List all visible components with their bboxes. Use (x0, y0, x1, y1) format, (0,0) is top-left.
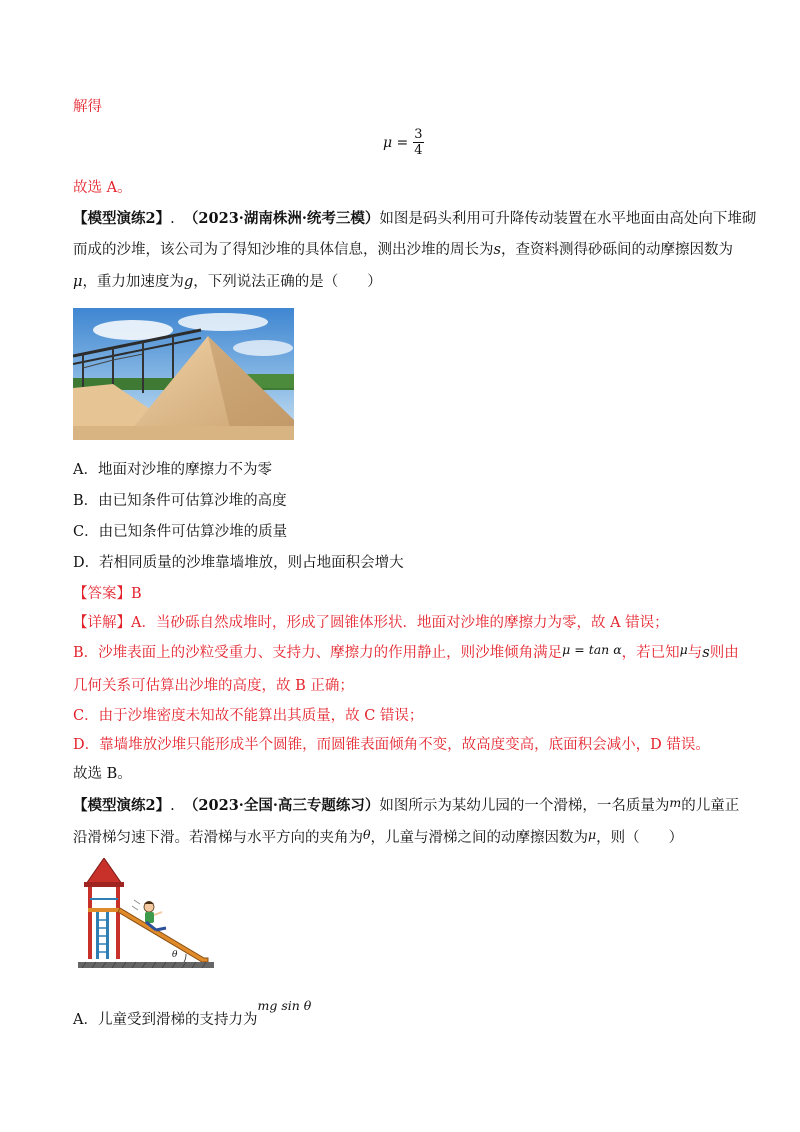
q1-sep: . (170, 211, 175, 227)
q2-var-m: m (669, 795, 682, 810)
q1-var-g: g (183, 274, 194, 290)
formula-lhs: μ = (383, 134, 409, 151)
q1-option-a: A．地面对沙堆的摩擦力不为零 (73, 462, 272, 478)
q1-explain-b-line-2: 几何关系可估算出沙堆的高度，故 B 正确； (73, 678, 354, 694)
q1-tag: 【模型演练2】 (73, 210, 171, 227)
q1-stem-2a: 而成的沙堆，该公司为了得知沙堆的具体信息，测出沙堆的周长为 (73, 242, 494, 258)
q1-choice: 故选 B。 (73, 766, 132, 782)
solution-formula (383, 127, 425, 158)
solution-choice: 故选 A。 (73, 180, 132, 196)
q1-explain-b-mu: μ (679, 642, 688, 657)
q2-source: （2023·全国·高三专题练习） (183, 797, 380, 814)
q2-stem-2a: 沿滑梯匀速下滑。若滑梯与水平方向的夹角为 (73, 830, 363, 846)
q2-stem-2c: ，则（ ） (596, 830, 684, 846)
slide-figure (76, 858, 216, 974)
q1-explain-c: C．由于沙堆密度未知故不能算出其质量，故 C 错误； (73, 708, 424, 724)
q1-stem-3b: ，下列说法正确的是（ ） (193, 274, 382, 290)
q1-stem-line-2 (73, 240, 733, 260)
q1-option-d: D．若相同质量的沙堆靠墙堆放，则占地面积会增大 (73, 555, 404, 571)
q2-stem-2b: ，儿童与滑梯之间的动摩擦因数为 (370, 830, 589, 846)
q2-option-a (73, 998, 312, 1030)
q1-explain-b4: 则由 (709, 645, 739, 661)
q1-stem-3a: ，重力加速度为 (82, 274, 184, 290)
q1-stem-1: 如图是码头利用可升降传动装置在水平地面由高处向下堆砌 (379, 211, 757, 227)
q2-var-theta: θ (363, 827, 371, 842)
q1-explain-b3: 与 (687, 645, 703, 661)
sand-pile-photo (73, 308, 294, 440)
formula-numerator: 3 (414, 127, 423, 142)
q2-option-a-math: mg sin θ (257, 998, 312, 1013)
solution-intro: 解得 (73, 99, 102, 115)
q1-explain-b-s: s (702, 645, 710, 661)
q2-sep: . (170, 798, 175, 814)
q1-explain-d: D．靠墙堆放沙堆只能形成半个圆锥，而圆锥表面倾角不变，故高度变高，底面积会减小，D 错误。 (73, 737, 710, 753)
q1-answer: 【答案】B (73, 586, 142, 602)
q1-explain-b-line-1 (73, 643, 739, 663)
q1-option-c: C．由已知条件可估算沙堆的质量 (73, 524, 288, 540)
q1-source: （2023·湖南株洲·统考三模） (183, 210, 380, 227)
q1-explain-b-math: μ = tan α (562, 642, 622, 657)
q1-explain-b1: B．沙堆表面上的沙粒受重力、支持力、摩擦力的作用静止，则沙堆倾角满足 (73, 645, 563, 661)
formula-denominator: 4 (414, 143, 423, 158)
q1-var-s: s (493, 242, 501, 258)
q2-option-a-text: A．儿童受到滑梯的支持力为 (73, 1012, 258, 1028)
q2-var-mu: μ (588, 827, 597, 842)
q2-stem-line-1 (73, 796, 739, 816)
q2-stem-line-2 (73, 828, 683, 848)
slide-theta-label: θ (172, 950, 178, 960)
q1-explain-b2: ，若已知 (621, 645, 680, 661)
q1-option-b: B．由已知条件可估算沙堆的高度 (73, 493, 287, 509)
q2-tag: 【模型演练2】 (73, 797, 171, 814)
q2-stem-1a: 如图所示为某幼儿园的一个滑梯，一名质量为 (379, 798, 670, 814)
q1-stem-line-3 (73, 272, 382, 292)
q1-stem-2b: ，查资料测得砂砾间的动摩擦因数为 (500, 242, 733, 258)
q2-stem-1b: 的儿童正 (681, 798, 740, 814)
q1-stem-line-1 (73, 209, 756, 229)
q1-explain-a: 【详解】A．当砂砾自然成堆时，形成了圆锥体形状．地面对沙堆的摩擦力为零，故 A 错误； (73, 615, 669, 631)
q1-var-mu: μ (73, 274, 83, 290)
